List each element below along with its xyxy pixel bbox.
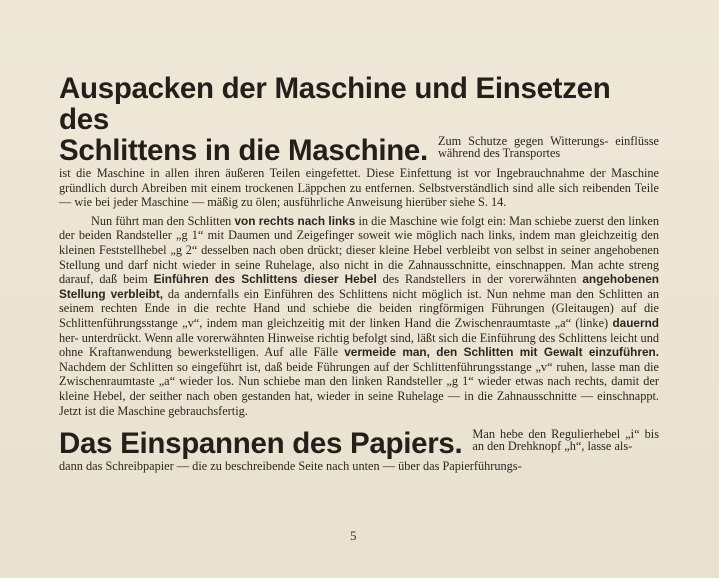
section2-side-text: Man hebe den Regulierhebel „i“ bis an den Drehknopf „h“, lasse als- [472, 427, 659, 454]
section2-paragraph: dann das Schreibpapier — die zu beschreibende Seite nach unten — über das Papierführungs- [59, 459, 522, 474]
p2-text: Nachdem der Schlitten so eingeführt ist, daß beide Führungen auf der Schlittenführungsstange „v“ ruhen, lasse man die Zwischenraumtaste „a“ wieder los. Nun schiebe man den linken Randsteller „g 1“ wieder etwas nach rechts, damit der kleine Hebel, der seither nach oben gestanden hat, wieder in seine Ruhelage — in die Zahnausschnitte — einschnappt. Jetzt ist die Maschine gebrauchsfertig. [59, 359, 659, 418]
page-number: 5 [350, 528, 357, 543]
section1-side-text: Zum Schutze gegen Witterungs- einflüsse während des Transportes [437, 134, 659, 160]
p2-text: des Randstellers in der vorerwähnten [376, 272, 583, 287]
section-title-unpacking-line2: Schlittens in die Maschine. [59, 134, 428, 167]
p2-text: in die Maschine wie folgt ein: Man schiebe zuerst den linken der beiden Randsteller „g 1“ mit Daumen und Zeigefinger soweit wie möglich nach links, indem man gleichzeitig den kleinen Feststellhebel „g 2“ desselben nach oben drückt; dieser kleine Hebel verbleibt von selbst in seiner angehobenen Stellung und darf nicht wieder in seine Ruhelage, also nicht in die Zahnausschnitte, einschnappen. Man achte streng darauf, daß beim [59, 213, 659, 287]
p2-emphasis-continuous: dauernd [612, 315, 659, 330]
section-title-paper: Das Einspannen des Papiers. [59, 427, 463, 461]
section1-paragraph-1: ist die Maschine in allen ihren äußeren Teilen eingefettet. Diese Einfettung ist vor Ingebrauchnahme der Maschine gründlich durch Abreiben mit einem trockenen Läppchen zu entfernen. Selbstverständlich sind alle sich reibenden Teile — wie bei jeder Maschine — mäßig zu ölen; ausführliche Anweisung hierüber siehe S. 14. [59, 166, 659, 210]
p2-text: her- unterdrückt. Wenn alle vorerwähnten Hinweise richtig befolgt sind, läßt sich die Einführung des Schlittens leicht und ohne Kraftanwendung bewerkstelligen. Auf alle Fälle [59, 330, 659, 360]
p2-text: Nun führt man den Schlitten [91, 213, 235, 228]
p2-emphasis-warning: vermeide man, den Schlitten mit Gewalt einzuführen. [344, 345, 659, 360]
p2-emphasis-direction: von rechts nach links [234, 213, 356, 228]
page-content [59, 73, 659, 474]
section1-paragraph-2 [59, 214, 659, 418]
p2-text: da andernfalls ein Einführen des Schlittens nicht möglich ist. Nun nehme man den Schlitten an seinem rechten Ende in die rechte Hand und schiebe die beiden ringförmigen Führungen (Gleitaugen) auf die Schlittenführungsstange „v“, indem man gleichzeitig mit der linken Hand die Zwischenraumtaste „a“ (linke) [59, 286, 659, 330]
section-title-unpacking-line1: Auspacken der Maschine und Einsetzen des [59, 72, 611, 136]
section-paper-insertion [59, 428, 659, 474]
p2-emphasis-position: angehobenen Stellung verbleibt, [59, 272, 660, 301]
p2-emphasis-lever: Einführen des Schlittens dieser Hebel [153, 272, 377, 287]
